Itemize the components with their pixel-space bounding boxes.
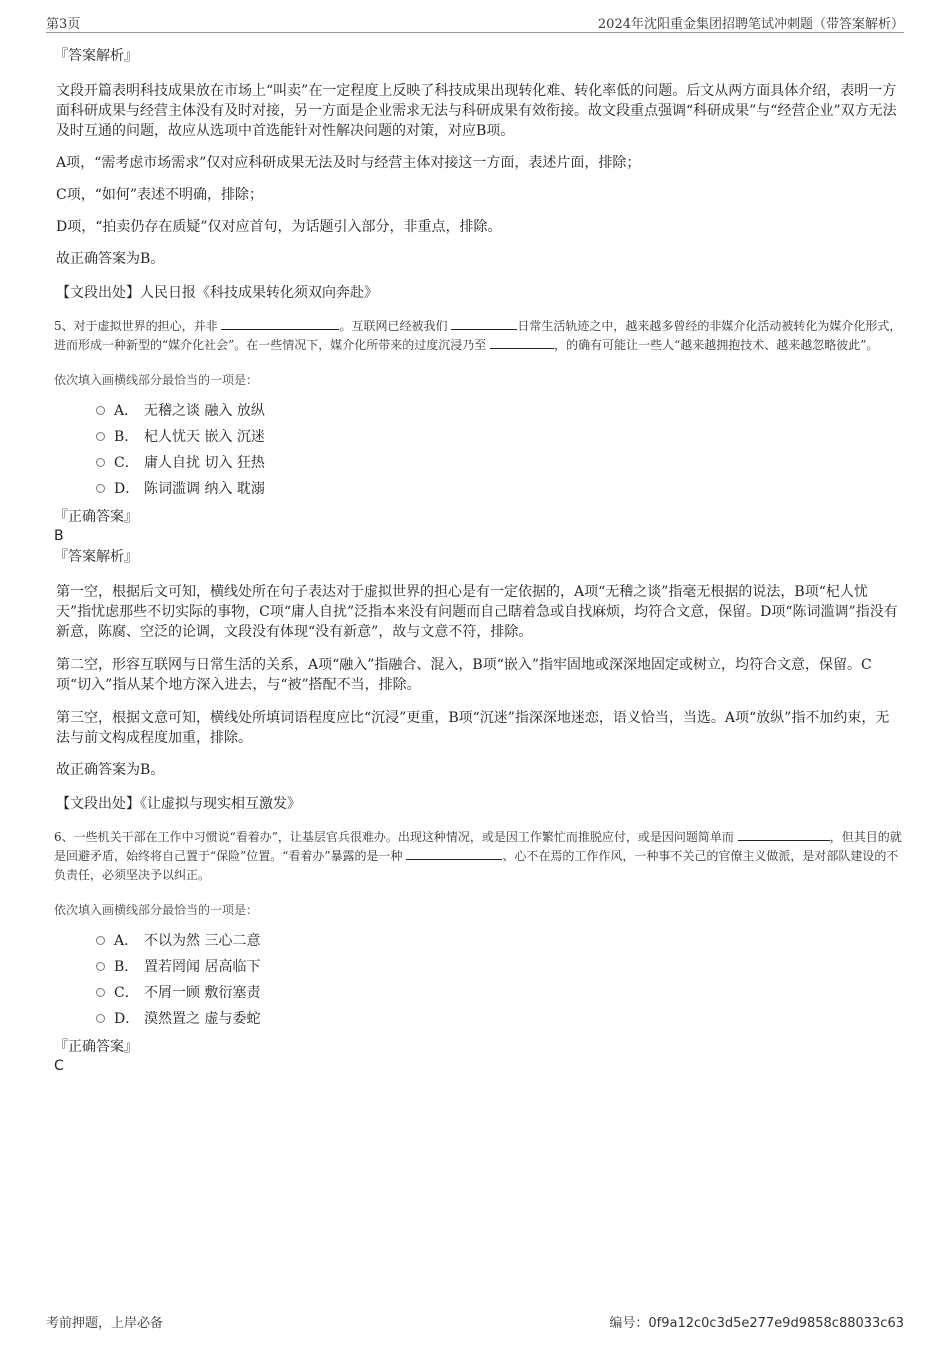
- q6-text-2: ，但其目的就是回避矛盾，始终将自己置于“保险”位置。“看着办”暴露的是一种: [54, 830, 902, 863]
- q5-correct-label: 『正确答案』: [54, 509, 138, 525]
- radio-button-icon[interactable]: [96, 962, 105, 971]
- q6-option-b[interactable]: [56, 955, 902, 981]
- page-header: [46, 12, 904, 33]
- radio-button-icon[interactable]: [96, 432, 105, 441]
- q4-analysis-paragraph-3: C项，“如何”表述不明确，排除；: [56, 187, 264, 203]
- q5-instruction: 依次填入画横线部分最恰当的一项是：: [54, 373, 259, 387]
- q6-option-b-text: 置若罔闻 居高临下: [144, 959, 261, 975]
- radio-button-icon[interactable]: [96, 936, 105, 945]
- q6-text-1: 6、一些机关干部在工作中习惯说“看着办”，让基层官兵很难办。出现这种情况，或是因工作繁忙而推脱应付，或是因问题简单而: [54, 830, 734, 844]
- q5-answer: B: [54, 528, 64, 544]
- q5-option-a-letter: A．: [114, 403, 139, 419]
- q6-option-d[interactable]: [56, 1007, 902, 1033]
- q5-blank-1: [221, 317, 339, 330]
- radio-button-icon[interactable]: [96, 458, 105, 467]
- q4-analysis-paragraph-5: 故正确答案为B。: [56, 251, 165, 267]
- q5-option-d-text: 陈词滥调 纳入 耽溺: [144, 481, 265, 497]
- page-number: 第3页: [46, 17, 81, 32]
- q5-analysis-paragraph-4: 故正确答案为B。: [56, 762, 165, 778]
- q6-option-c-letter: C．: [114, 985, 139, 1001]
- q5-option-b-text: 杞人忧天 嵌入 沉迷: [144, 429, 265, 445]
- q6-option-c[interactable]: [56, 981, 902, 1007]
- q6-options: [56, 929, 902, 1033]
- footer-code: [609, 1312, 904, 1331]
- q6-question-text: [54, 828, 902, 885]
- footer-code-value: 0f9a12c0c3d5e277e9d9858c88033c63: [648, 1316, 904, 1331]
- q5-option-c[interactable]: [56, 451, 902, 477]
- q4-analysis-label: 『答案解析』: [54, 48, 138, 64]
- q5-blank-2: [451, 317, 517, 330]
- q6-answer: C: [54, 1058, 64, 1074]
- q5-analysis-paragraph-1: 第一空，根据后文可知，横线处所在句子表达对于虚拟世界的担心是有一定依据的，A项“无稽之谈”指毫无根据的说法，B项“杞人忧天”指忧虑那些不切实际的事物，C项“庸人自扰”泛指本来没有问题而自己瞎着急或自找麻烦，均符合文意，保留。D项“陈词滥调”指没有新意，陈腐、空泛的论调，文段没有体现“没有新意”，故与文意不符，排除。: [56, 584, 898, 640]
- q6-option-b-letter: B．: [114, 959, 139, 975]
- q6-option-a-text: 不以为然 三心二意: [144, 933, 261, 949]
- q6-option-d-text: 漠然置之 虚与委蛇: [144, 1011, 261, 1027]
- q4-analysis-paragraph-4: D项，“拍卖仍存在质疑”仅对应首句，为话题引入部分，非重点，排除。: [56, 219, 502, 235]
- document-title: 2024年沈阳重金集团招聘笔试冲刺题（带答案解析）: [597, 17, 904, 32]
- q6-option-a-letter: A．: [114, 933, 139, 949]
- q5-option-d[interactable]: [56, 477, 902, 503]
- q5-option-b[interactable]: [56, 425, 902, 451]
- q5-options: [56, 399, 902, 503]
- q4-analysis-paragraph-1: 文段开篇表明科技成果放在市场上“叫卖”在一定程度上反映了科技成果出现转化难、转化率低的问题。后文从两方面具体介绍，表明一方面科研成果与经营主体没有及时对接，另一方面是企业需求无法与科研成果有效衔接。故文段重点强调“科研成果”与“经营企业”双方无法及时互通的问题，故应从选项中首选能针对性解决问题的对策，对应B项。: [56, 83, 897, 139]
- q5-text-2: 。互联网已经被我们: [339, 319, 448, 333]
- q5-option-d-letter: D．: [114, 481, 140, 497]
- footer-code-label: 编号：: [609, 1316, 649, 1331]
- q6-instruction: 依次填入画横线部分最恰当的一项是：: [54, 903, 259, 917]
- radio-button-icon[interactable]: [96, 988, 105, 997]
- q5-option-c-letter: C．: [114, 455, 139, 471]
- q4-source: 【文段出处】人民日报《科技成果转化须双向奔赴》: [56, 285, 378, 301]
- q5-blank-3: [490, 336, 554, 349]
- q6-text-3: 、心不在焉的工作作风，一种事不关己的官僚主义做派，是对部队建设的不负责任，必须坚决予以纠正。: [54, 849, 899, 882]
- q6-blank-1: [738, 828, 830, 841]
- q5-analysis-label: 『答案解析』: [54, 549, 138, 565]
- q5-option-a[interactable]: [56, 399, 902, 425]
- q5-source: 【文段出处】《让虚拟与现实相互激发》: [56, 796, 301, 812]
- q5-text-1: 5、对于虚拟世界的担心，并非: [54, 319, 218, 333]
- q4-analysis-paragraph-2: A项，“需考虑市场需求”仅对应科研成果无法及时与经营主体对接这一方面，表述片面，排除；: [56, 155, 641, 171]
- page-content: [56, 46, 902, 1075]
- radio-button-icon[interactable]: [96, 1014, 105, 1023]
- q5-option-b-letter: B．: [114, 429, 139, 445]
- radio-button-icon[interactable]: [96, 406, 105, 415]
- q5-question-text: [54, 317, 902, 355]
- q6-correct-label: 『正确答案』: [54, 1039, 138, 1055]
- footer-slogan: 考前押题，上岸必备: [46, 1316, 164, 1331]
- q5-analysis-paragraph-2: 第二空，形容互联网与日常生活的关系，A项“融入”指融合、混入，B项“嵌入”指牢固地或深深地固定或树立，均符合文意，保留。C项“切入”指从某个地方深入进去，与“被”搭配不当，排除。: [56, 657, 872, 693]
- q6-blank-2: [406, 847, 502, 860]
- q5-option-a-text: 无稽之谈 融入 放纵: [144, 403, 265, 419]
- q5-text-3: 日常生活轨迹之中，越来越多曾经的非媒介化活动被转化为媒介化形式，进而形成一种新型的“媒介化社会”。在一些情况下，媒介化所带来的过度沉浸乃至: [54, 319, 902, 352]
- q5-text-4: ，的确有可能让一些人“越来越拥抱技术、越来越忽略彼此”。: [554, 338, 879, 352]
- q5-analysis-paragraph-3: 第三空，根据文意可知，横线处所填词语程度应比“沉浸”更重，B项“沉迷”指深深地迷恋，语义恰当，当选。A项“放纵”指不加约束，无法与前文构成程度加重，排除。: [56, 710, 890, 746]
- q6-option-d-letter: D．: [114, 1011, 140, 1027]
- radio-button-icon[interactable]: [96, 484, 105, 493]
- q6-option-c-text: 不屑一顾 敷衍塞责: [144, 985, 261, 1001]
- q5-option-c-text: 庸人自扰 切入 狂热: [144, 455, 265, 471]
- q6-option-a[interactable]: [56, 929, 902, 955]
